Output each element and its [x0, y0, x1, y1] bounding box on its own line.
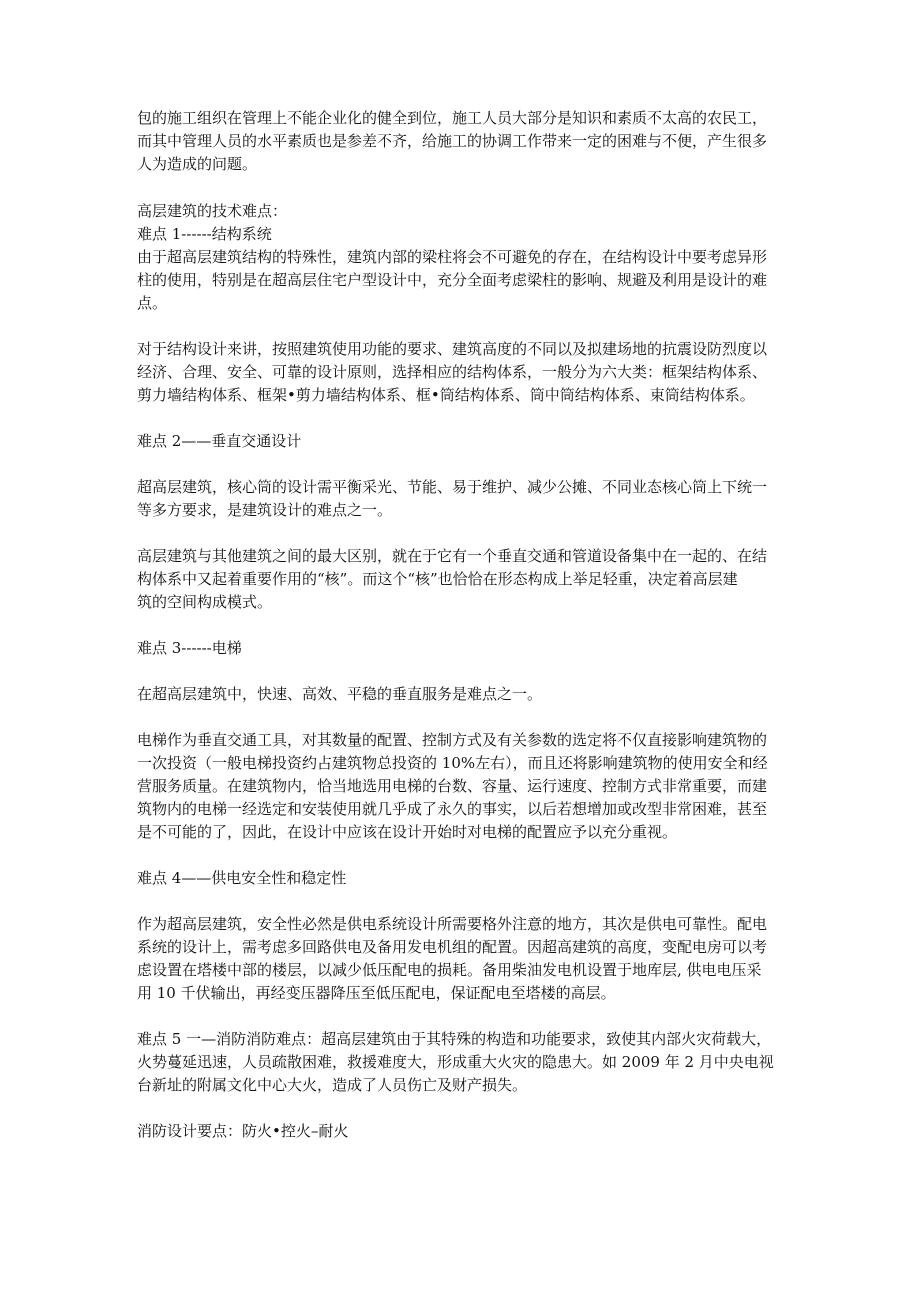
text-line: 等多方要求，是建筑设计的难点之一。	[137, 501, 393, 519]
text-line: 对于结构设计来讲，按照建筑使用功能的要求、建筑高度的不同以及拟建场地的抗震设防烈度以	[137, 340, 768, 358]
intro-paragraph	[137, 107, 795, 176]
text-line: 难点 5 一—消防消防难点：超高层建筑由于其特殊的构造和功能要求，致使其内部火灾荷载大，	[137, 1030, 772, 1048]
difficulty-5-paragraph-1	[137, 1028, 795, 1097]
difficulty-4-heading: 难点 4——供电安全性和稳定性	[137, 869, 347, 887]
text-line: 点。	[137, 294, 168, 312]
text-line: 台新址的附属文化中心大火，造成了人员伤亡及财产损失。	[137, 1076, 528, 1094]
difficulty-3-heading: 难点 3------电梯	[137, 639, 242, 657]
difficulty-2-paragraph-2	[137, 545, 795, 614]
difficulty-2-paragraph-1	[137, 476, 795, 522]
section-heading: 高层建筑的技术难点：	[137, 202, 288, 220]
text-line: 作为超高层建筑，安全性必然是供电系统设计所需要格外注意的地方，其次是供电可靠性。配电	[137, 915, 768, 933]
text-line: 系统的设计上，需考虑多回路供电及备用发电机组的配置。因超高建筑的高度，变配电房可以考	[137, 938, 768, 956]
fire-design-points: 消防设计要点：防火•控火–耐火	[137, 1122, 349, 1140]
difficulty-1-paragraph-1	[137, 246, 795, 315]
text-line: 剪力墙结构体系、框架•剪力墙结构体系、框•筒结构体系、筒中筒结构体系、束筒结构体系。	[137, 386, 755, 404]
text-line: 构体系中又起着重要作用的“核”。而这个“核”也恰恰在形态构成上举足轻重，决定着高层建	[137, 570, 738, 588]
difficulty-1-paragraph-2	[137, 338, 795, 407]
difficulty-4-paragraph-1	[137, 913, 795, 1005]
text-line: 由于超高层建筑结构的特殊性，建筑内部的梁柱将会不可避免的存在，在结构设计中要考虑异形	[137, 248, 768, 266]
text-line: 虑设置在塔楼中部的楼层，以减少低压配电的损耗。备用柴油发电机设置于地库层, 供电电压采	[137, 961, 762, 979]
text-line: 包的施工组织在管理上不能企业化的健全到位，施工人员大部分是知识和素质不太高的农民工，	[137, 109, 768, 127]
text-line: 超高层建筑，核心筒的设计需平衡采光、节能、易于维护、减少公摊、不同业态核心筒上下统一	[137, 478, 768, 496]
difficulty-2-heading: 难点 2——垂直交通设计	[137, 432, 302, 450]
text-line: 柱的使用，特别是在超高层住宅户型设计中，充分全面考虑梁柱的影响、规避及利用是设计的难	[137, 271, 768, 289]
text-line: 火势蔓延迅速，人员疏散困难，救援难度大，形成重大火灾的隐患大。如 2009 年 2 月中央电视	[137, 1053, 774, 1071]
text-line: 用 10 千伏输出，再经变压器降压至低压配电，保证配电至塔楼的高层。	[137, 984, 616, 1002]
text-line: 营服务质量。在建筑物内，恰当地选用电梯的台数、容量、运行速度、控制方式非常重要，而建	[137, 777, 768, 795]
text-line: 高层建筑与其他建筑之间的最大区别，就在于它有一个垂直交通和管道设备集中在一起的、在结	[137, 547, 768, 565]
text-line: 是不可能的了，因此，在设计中应该在设计开始时对电梯的配置应予以充分重视。	[137, 823, 678, 841]
text-line: 筑的空间构成模式。	[137, 593, 273, 611]
text-line: 而其中管理人员的水平素质也是参差不齐，给施工的协调工作带来一定的困难与不便，产生很多	[137, 132, 768, 150]
difficulty-3-paragraph-2	[137, 729, 795, 844]
difficulty-3-paragraph-1	[137, 683, 795, 706]
text-line: 人为造成的问题。	[137, 155, 258, 173]
text-line: 在超高层建筑中，快速、高效、平稳的垂直服务是难点之一。	[137, 685, 543, 703]
text-line: 经济、合理、安全、可靠的设计原则，选择相应的结构体系，一般分为六大类：框架结构体系、	[137, 363, 768, 381]
document-page	[137, 107, 795, 1143]
text-line: 一次投资（一般电梯投资约占建筑物总投资的 10%左右），而且还将影响建筑物的使用安全和经	[137, 754, 768, 772]
difficulty-1-heading: 难点 1------结构系统	[137, 225, 272, 243]
text-line: 筑物内的电梯一经选定和安装使用就几乎成了永久的事实，以后若想增加或改型非常困难，甚至	[137, 800, 768, 818]
text-line: 电梯作为垂直交通工具，对其数量的配置、控制方式及有关参数的选定将不仅直接影响建筑物的	[137, 731, 768, 749]
